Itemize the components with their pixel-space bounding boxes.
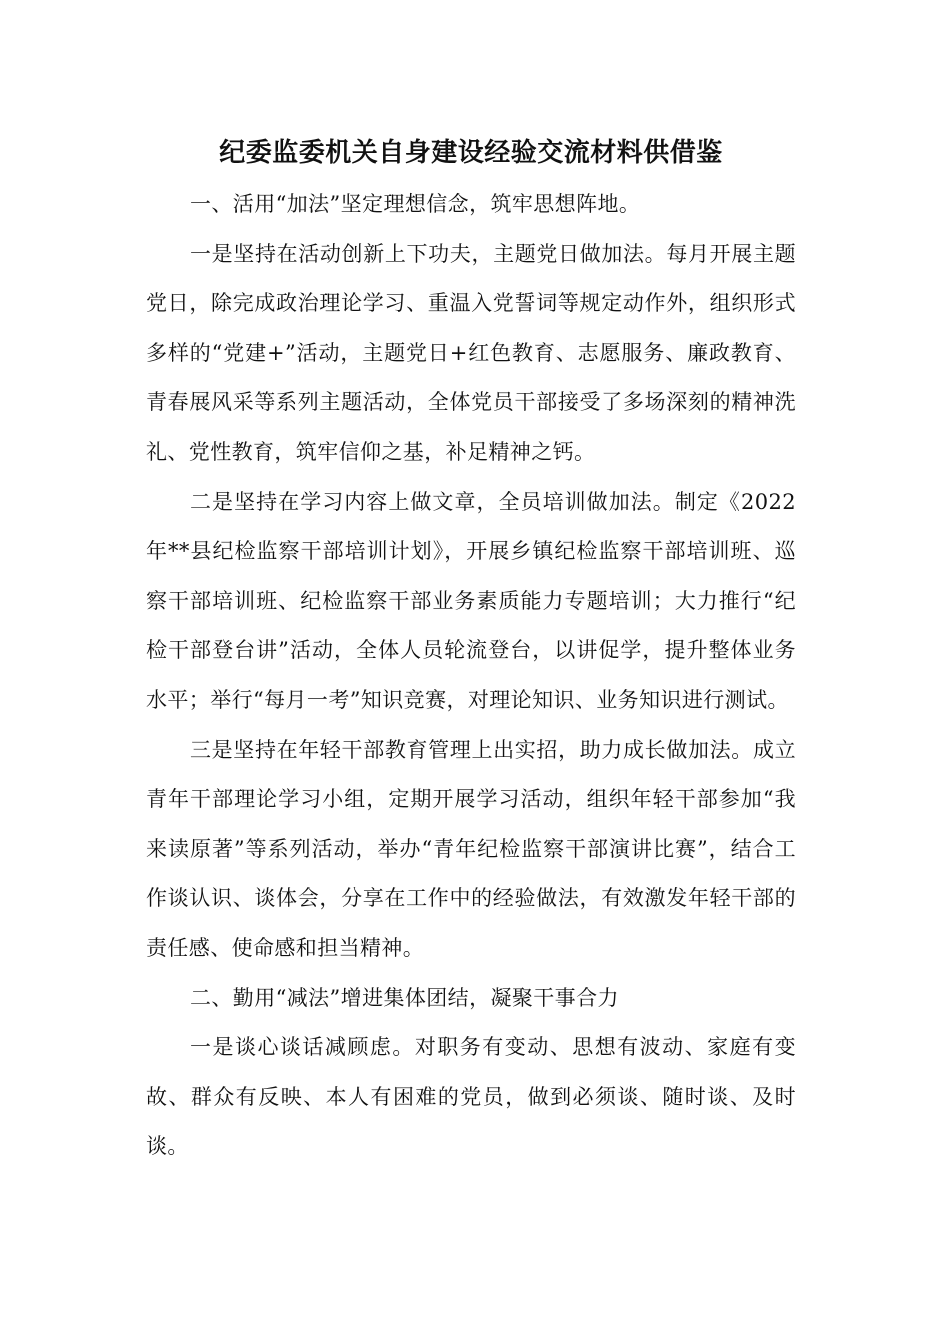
document-page	[146, 126, 796, 1172]
paragraph-2: 二是坚持在学习内容上做文章，全员培训做加法。制定《2022年**县纪检监察干部培训计划》，开展乡镇纪检监察干部培训班、巡察干部培训班、纪检监察干部业务素质能力专题培训；大力推行“纪检干部登台讲”活动，全体人员轮流登台，以讲促学，提升整体业务水平；举行“每月一考”知识竞赛，对理论知识、业务知识进行测试。	[146, 489, 796, 712]
paragraph-3: 三是坚持在年轻干部教育管理上出实招，助力成长做加法。成立青年干部理论学习小组，定期开展学习活动，组织年轻干部参加“我来读原著”等系列活动，举办“青年纪检监察干部演讲比赛”，结合工作谈认识、谈体会，分享在工作中的经验做法，有效激发年轻干部的责任感、使命感和担当精神。	[146, 737, 796, 960]
paragraph-4: 一是谈心谈话减顾虑。对职务有变动、思想有波动、家庭有变故、群众有反映、本人有困难的党员，做到必须谈、随时谈、及时谈。	[146, 1035, 796, 1159]
section-heading-2: 二、勤用“减法”增进集体团结，凝聚干事合力	[190, 985, 619, 1010]
paragraph-1: 一是坚持在活动创新上下功夫，主题党日做加法。每月开展主题党日，除完成政治理论学习、重温入党誓词等规定动作外，组织形式多样的“党建+”活动，主题党日+红色教育、志愿服务、廉政教育、青春展风采等系列主题活动，全体党员干部接受了多场深刻的精神洗礼、党性教育，筑牢信仰之基，补足精神之钙。	[146, 241, 796, 464]
section-heading-1: 一、活用“加法”坚定理想信念，筑牢思想阵地。	[190, 192, 641, 216]
document-title: 纪委监委机关自身建设经验交流材料供借鉴	[219, 138, 723, 168]
